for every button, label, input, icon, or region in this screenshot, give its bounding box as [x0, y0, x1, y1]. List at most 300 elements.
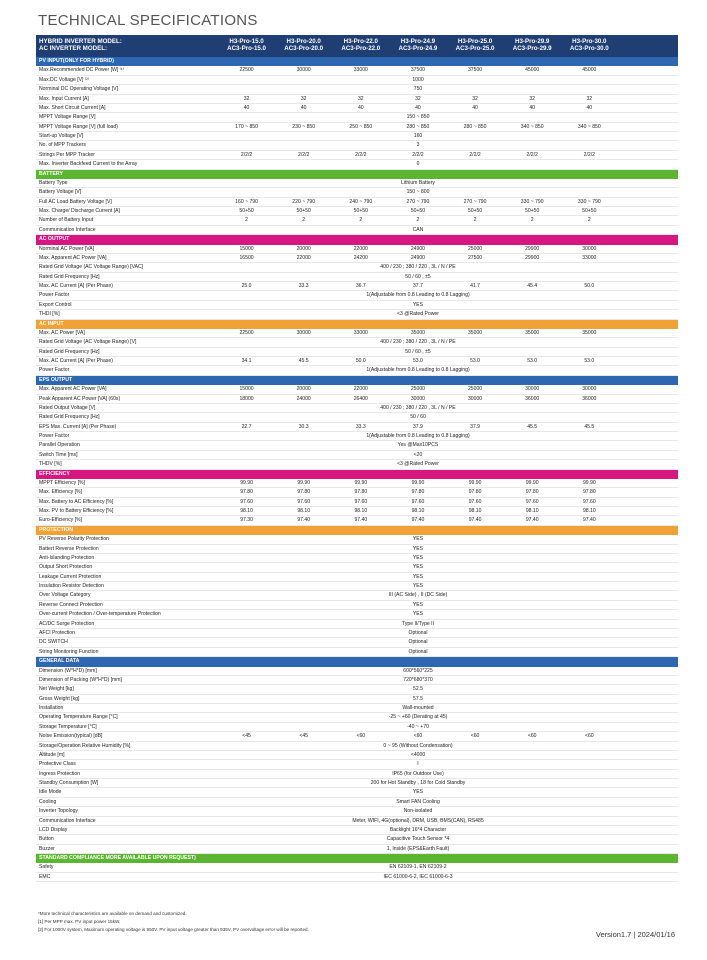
- spec-label: Max.DC Voltage [V] ⁽²⁾: [39, 76, 90, 83]
- spec-label: THDI [%]: [39, 311, 60, 318]
- spec-value: 2/2/2: [469, 151, 481, 158]
- spec-row: [36, 732, 678, 741]
- spec-label: No. of MPP Trackers: [39, 142, 86, 149]
- spec-value-shared: YES: [412, 611, 424, 618]
- spec-value: 24900: [410, 254, 426, 261]
- ac-model: AC3-Pro-30.0: [569, 45, 609, 53]
- spec-value-shared: Optional: [408, 639, 428, 646]
- spec-label: Installation: [39, 705, 64, 711]
- hybrid-model: H3-Pro-20.0: [286, 38, 321, 45]
- section-header: PV INPUT(ONLY FOR HYBRID): [36, 57, 678, 66]
- spec-value-shared: 1000: [412, 76, 424, 83]
- spec-value: 30.3: [298, 423, 309, 430]
- spec-label: Power Factor: [39, 292, 70, 299]
- spec-row: [36, 179, 678, 188]
- spec-value: 30000: [582, 245, 597, 252]
- spec-value-shared: 50 / 60 , ±5: [405, 273, 431, 280]
- spec-value: 98.10: [297, 508, 311, 515]
- spec-value: 97.60: [468, 498, 482, 505]
- table-header: [36, 35, 678, 57]
- spec-value: 22500: [239, 329, 254, 336]
- spec-label: Max. Apparent AC Power [VA]: [39, 254, 107, 261]
- spec-value: 53.0: [584, 358, 595, 365]
- spec-row: [36, 695, 678, 704]
- spec-row: [36, 404, 678, 413]
- header-label: [36, 35, 218, 57]
- spec-value: 45.4: [527, 283, 538, 290]
- spec-value: 25000: [467, 245, 483, 252]
- spec-label: THDV [%]: [39, 461, 62, 468]
- spec-value-shared: 400 / 230 ; 380 / 220 , 3L / N / PE: [380, 339, 456, 346]
- model-column: [447, 35, 504, 57]
- spec-value: 220 ~ 790: [292, 198, 316, 205]
- spec-value-shared: YES: [412, 601, 424, 608]
- section-header: EPS OUTPUT: [36, 376, 678, 385]
- spec-label: PV Reverse Polarity Protection: [39, 536, 109, 543]
- spec-value: 2/2/2: [412, 151, 424, 158]
- ac-model: AC3-Pro-22.0: [341, 45, 381, 53]
- model-column: [389, 35, 446, 57]
- spec-value-shared: Wall-mounted: [402, 705, 434, 711]
- spec-row: [36, 273, 678, 282]
- spec-value-shared: Non-isolated: [403, 808, 433, 815]
- spec-row: [36, 329, 678, 338]
- spec-row: [36, 770, 678, 779]
- spec-value-shared: YES: [412, 573, 424, 580]
- spec-value: 98.10: [354, 508, 368, 515]
- spec-value-shared: I: [417, 761, 419, 768]
- spec-value: 40: [243, 104, 250, 111]
- spec-value-shared: Optional: [408, 629, 428, 636]
- spec-value-shared: Backlight 16*4 Character: [389, 826, 447, 833]
- spec-value: 40: [529, 104, 536, 111]
- spec-value: 97.40: [525, 517, 539, 524]
- spec-value: 40: [586, 104, 593, 111]
- footnote: [1] Per MPP max. PV input power 15kW.: [38, 919, 121, 924]
- spec-row: [36, 188, 678, 197]
- spec-label: Insulation Resistor Detection: [39, 583, 104, 590]
- spec-value: 35000: [467, 329, 483, 336]
- spec-value-shared: YES: [412, 789, 424, 796]
- spec-value-shared: III (AC Side) , II (DC Side): [388, 592, 448, 599]
- model-column: [561, 35, 618, 57]
- spec-row: [36, 779, 678, 788]
- spec-value: 15000: [239, 386, 254, 393]
- spec-value: 230 ~ 850: [292, 123, 316, 130]
- spec-value: 97.60: [411, 498, 425, 505]
- spec-value: 2: [245, 217, 248, 224]
- spec-value: 98.10: [582, 508, 596, 515]
- spec-value: 30000: [410, 395, 426, 402]
- spec-label: Net Weight [kg]: [39, 686, 74, 693]
- spec-value: 160 ~ 790: [235, 198, 258, 205]
- spec-value-shared: EN 62109-1, EN 62109-2: [389, 864, 447, 871]
- spec-value-shared: Capacitive Touch Sensor *4: [386, 836, 450, 843]
- spec-row: [36, 713, 678, 722]
- spec-value-shared: <3 @Rated Power: [397, 461, 439, 468]
- spec-value: 2: [416, 217, 420, 224]
- spec-value-shared: 200 for Hot Standby , 18 for Cold Standby: [370, 780, 466, 786]
- spec-row: [36, 451, 678, 460]
- spec-row: [36, 479, 678, 488]
- spec-row: [36, 357, 678, 366]
- spec-row: [36, 751, 678, 760]
- spec-value: 36000: [525, 395, 540, 402]
- spec-row: [36, 648, 678, 657]
- spec-value: 40: [357, 104, 364, 111]
- spec-row: [36, 216, 678, 225]
- spec-label: Reverse Connect Protection: [39, 601, 103, 608]
- spec-value: 40: [472, 104, 478, 111]
- spec-label: Number of Battery Input: [39, 217, 94, 224]
- spec-value: 97.80: [354, 489, 368, 496]
- spec-value: 250 ~ 850: [349, 123, 373, 130]
- spec-value: 15000: [239, 245, 254, 252]
- spec-label: Switch Time [ms]: [39, 451, 78, 458]
- spec-value: 330 ~ 790: [520, 198, 544, 205]
- spec-row: [36, 845, 678, 854]
- spec-value: 30000: [525, 386, 540, 393]
- hybrid-model: H3-Pro-22.0: [343, 38, 378, 45]
- spec-label: Communication Interface: [39, 817, 96, 824]
- spec-value: 25000: [410, 386, 426, 393]
- spec-value: 50+50: [525, 208, 540, 215]
- spec-value: 2: [587, 217, 591, 224]
- section-header: EFFICIENCY: [36, 470, 678, 479]
- spec-label: Max. Inverter Backfeed Current to the Array: [39, 161, 138, 168]
- spec-label: LCD Display: [39, 826, 68, 833]
- spec-label: Cooling: [39, 798, 57, 805]
- spec-row: [36, 432, 678, 441]
- spec-value: 45000: [582, 67, 597, 74]
- spec-sections: [36, 57, 678, 882]
- spec-label: Battert Reverse Protection: [39, 545, 99, 552]
- spec-value: 41.7: [470, 283, 481, 290]
- spec-label: Leakage Current Protection: [39, 573, 102, 580]
- spec-value: 22000: [296, 254, 311, 261]
- spec-value: 280 ~ 850: [463, 123, 487, 130]
- spec-value: 97.60: [240, 498, 253, 505]
- spec-row: [36, 563, 678, 572]
- spec-value: 99.90: [297, 479, 311, 486]
- spec-row: [36, 798, 678, 807]
- hybrid-model: H3-Pro-30.0: [572, 38, 607, 45]
- spec-value-shared: 400 / 230 ; 380 / 220 , 3L / N / PE: [380, 404, 456, 411]
- spec-row: [36, 873, 678, 882]
- footnote: [2] For 1000V system, Maximum operating voltage is 950V. PV input voltage greater than 935V, PV overvoltage error will be reported.: [38, 927, 309, 932]
- spec-label: Altitude [m]: [39, 751, 65, 758]
- spec-label: Max. AC Current [A] (Per Phase): [39, 283, 113, 290]
- spec-row: [36, 301, 678, 310]
- spec-row: [36, 620, 678, 629]
- spec-value: 35000: [525, 329, 540, 336]
- spec-label: Max. AC Power [VA]: [39, 329, 85, 336]
- spec-value: 32: [472, 95, 478, 102]
- spec-value: 2: [359, 217, 363, 224]
- spec-value-shared: 50 / 60: [410, 414, 426, 421]
- section-header: BATTERY: [36, 170, 678, 179]
- spec-row: [36, 291, 678, 300]
- model-column: [218, 35, 275, 57]
- spec-value: 97.40: [297, 517, 311, 524]
- spec-value: 35000: [582, 329, 597, 336]
- spec-label: AFCI Protection: [39, 629, 75, 636]
- section-header: AC OUTPUT: [36, 235, 678, 244]
- spec-label: Dimension of Packing (W*H*D) [mm]: [39, 676, 122, 683]
- spec-value: 32: [586, 95, 593, 102]
- spec-value: 16500: [239, 254, 254, 261]
- spec-value: 24900: [410, 245, 426, 252]
- spec-value-shared: Lithium Battery: [401, 179, 435, 186]
- section-header: PROTECTION: [36, 526, 678, 535]
- spec-value-shared: 160: [413, 133, 423, 140]
- spec-row: [36, 413, 678, 422]
- spec-value-shared: <4000: [410, 751, 426, 758]
- spec-row: [36, 254, 678, 263]
- spec-row: [36, 198, 678, 207]
- spec-row: [36, 573, 678, 582]
- spec-row: [36, 132, 678, 141]
- spec-value-shared: CAN: [412, 226, 424, 233]
- spec-label: EPS Max. Current [A] (Per Phase): [39, 423, 117, 430]
- spec-value: 98.10: [468, 508, 482, 515]
- spec-value: 50.0: [355, 358, 366, 365]
- spec-label: Battery Type: [39, 179, 68, 186]
- spec-value-shared: IP65 (for Outdoor Use): [392, 770, 444, 777]
- spec-row: [36, 591, 678, 600]
- spec-value: 50+50: [467, 208, 483, 215]
- spec-row: [36, 535, 678, 544]
- spec-label: Export Control: [39, 301, 72, 308]
- spec-label: Norminal AC Power [VA]: [39, 245, 95, 252]
- spec-value: 25.0: [241, 283, 252, 290]
- spec-value-shared: <3 @Rated Power: [397, 311, 439, 318]
- spec-value-shared: 0 ~ 95 (Without Condensation): [383, 742, 453, 749]
- spec-value-shared: 150 ~ 800: [406, 189, 430, 196]
- spec-value: 36.7: [355, 283, 366, 290]
- model-column: [275, 35, 332, 57]
- section-header: GENERAL DATA: [36, 657, 678, 666]
- spec-value-shared: 0: [416, 161, 420, 168]
- spec-value: 37.9: [470, 423, 481, 430]
- spec-value: 97.80: [525, 489, 539, 496]
- spec-label: Anti-Islanding Protection: [39, 554, 95, 561]
- spec-label: Max. AC Current [A] (Per Phase): [39, 358, 113, 365]
- spec-label: Button: [39, 836, 54, 843]
- spec-label: Rated Grid Frequency [Hz]: [39, 348, 100, 355]
- header-label-hybrid: HYBRID INVERTER MODEL:: [39, 38, 122, 45]
- spec-label: Over-current Protection / Over-temperature Protection: [39, 611, 161, 618]
- spec-value: <60: [356, 733, 366, 740]
- spec-value-shared: 1(Adjustable from 0.8 Leading to 0.8 Lagging): [366, 292, 470, 299]
- spec-row: [36, 817, 678, 826]
- spec-label: Storage Temperature [°C]: [39, 723, 97, 730]
- spec-value-shared: -25 ~ +60 (Derating at 45): [388, 714, 448, 721]
- spec-row: [36, 151, 678, 160]
- spec-row: [36, 488, 678, 497]
- spec-value: 2: [302, 217, 306, 224]
- spec-value: 2: [530, 217, 534, 224]
- spec-value: 97.80: [297, 489, 311, 496]
- spec-row: [36, 760, 678, 769]
- spec-value: 270 ~ 790: [463, 198, 487, 205]
- spec-value-shared: IEC 61000-6-2, IEC 61000-6-3: [383, 873, 453, 880]
- spec-value: 40: [415, 104, 421, 111]
- spec-value-shared: 1(Adjustable from 0.8 Leading to 0.8 Lagging): [366, 433, 470, 440]
- ac-model: AC3-Pro-29.9: [512, 45, 552, 53]
- spec-value: 53.0: [527, 358, 538, 365]
- spec-value: 22000: [353, 245, 368, 252]
- hybrid-model: H3-Pro-24.9: [400, 38, 436, 45]
- spec-row: [36, 826, 678, 835]
- hybrid-model: H3-Pro-25.0: [457, 38, 493, 45]
- spec-label: Power Factor: [39, 433, 70, 440]
- spec-label: Protective Class: [39, 761, 76, 768]
- spec-label: Rated Grid Voltage (AC Voltage Range) [VAC]: [39, 264, 144, 271]
- spec-label: EMC: [39, 873, 51, 880]
- spec-label: Full AC Load Battery Voltage [V]: [39, 198, 112, 205]
- spec-label: Max. Short Circuit Current [A]: [39, 104, 106, 111]
- spec-row: [36, 601, 678, 610]
- spec-label: Rated Output Voltage [V]: [39, 404, 96, 411]
- spec-value: 37500: [467, 67, 483, 74]
- spec-row: [36, 507, 678, 516]
- spec-label: AC/DC Surge Protection: [39, 620, 95, 627]
- spec-label: Dimension (W*H*D) [mm]: [39, 667, 97, 674]
- spec-row: [36, 545, 678, 554]
- spec-value-shared: YES: [412, 536, 424, 543]
- spec-value: 22.7: [241, 423, 252, 430]
- spec-value: 240 ~ 790: [349, 198, 373, 205]
- spec-row: [36, 863, 678, 872]
- spec-value: 33.3: [355, 423, 366, 430]
- spec-row: [36, 723, 678, 732]
- spec-label: Output Short Protection: [39, 564, 93, 571]
- spec-label: String Monitoring Function: [39, 648, 99, 655]
- spec-label: Max. Charge/ Discharge Current [A]: [39, 208, 120, 215]
- spec-value-shared: Yes @Max10PCS: [397, 442, 439, 449]
- spec-row: [36, 348, 678, 357]
- spec-value: 170 ~ 850: [235, 123, 258, 130]
- spec-value: 30000: [296, 329, 311, 336]
- spec-label: Storage/Operation Relative Humidity [%]: [39, 742, 131, 749]
- spec-row: [36, 395, 678, 404]
- spec-value: 97.60: [354, 498, 368, 505]
- spec-value: 2/2/2: [526, 151, 538, 158]
- spec-label: Rated Grid Voltage (AC Voltage Range) [V]: [39, 339, 137, 346]
- spec-value-shared: 720*680*370: [403, 676, 433, 683]
- spec-label: Max. Apparent AC Power [VA]: [39, 386, 107, 393]
- spec-value: 97.30: [240, 517, 253, 524]
- spec-value-shared: Optional: [408, 648, 428, 655]
- spec-value: 97.80: [582, 489, 596, 496]
- spec-value: 2/2/2: [355, 151, 367, 158]
- spec-label: Battery Voltage [V]: [39, 189, 82, 196]
- spec-value-shared: 50 / 60 , ±5: [405, 348, 431, 355]
- spec-value: 97.40: [411, 517, 425, 524]
- spec-label: MPPT Voltage Range [V]: [39, 114, 96, 121]
- spec-value: 99.90: [240, 479, 253, 486]
- spec-label: Rated Grid Frequency [Hz]: [39, 414, 100, 421]
- spec-label: Gross Weight [kg]: [39, 695, 80, 702]
- spec-row: [36, 207, 678, 216]
- spec-value: 98.10: [525, 508, 539, 515]
- spec-value: 24200: [353, 254, 368, 261]
- spec-row: [36, 385, 678, 394]
- spec-value: 40: [300, 104, 307, 111]
- spec-label: Inverter Topology: [39, 808, 78, 815]
- spec-value: 29900: [525, 245, 540, 252]
- spec-value: 22000: [353, 386, 368, 393]
- spec-label: Strings Per MPP Tracker: [39, 151, 95, 158]
- spec-value: 99.90: [354, 479, 368, 486]
- spec-value: 53.0: [412, 358, 423, 365]
- spec-value: 2/2/2: [583, 151, 595, 158]
- spec-row: [36, 95, 678, 104]
- section-header: STANDARD COMPLIANCE MORE AVAILABLE UPON REQUEST): [36, 854, 678, 863]
- spec-value-shared: 150 ~ 850: [406, 114, 430, 121]
- spec-label: Idle Mode: [39, 789, 62, 796]
- spec-row: [36, 629, 678, 638]
- spec-value: 30000: [467, 395, 483, 402]
- spec-row: [36, 282, 678, 291]
- spec-label: Max. PV to Battery Efficiency [%]: [39, 508, 114, 515]
- model-column: [332, 35, 389, 57]
- spec-row: [36, 245, 678, 254]
- spec-value: 45.5: [298, 358, 309, 365]
- spec-label: Power Factor: [39, 367, 70, 374]
- spec-value: 50+50: [239, 208, 254, 215]
- spec-value: 32: [529, 95, 536, 102]
- spec-value: 18000: [239, 395, 254, 402]
- spec-value: 50.0: [584, 283, 595, 290]
- spec-value: 36000: [582, 395, 597, 402]
- spec-row: [36, 310, 678, 319]
- spec-value-shared: YES: [412, 554, 424, 561]
- section-header: AC INPUT: [36, 320, 678, 329]
- spec-value: 45.5: [584, 423, 595, 430]
- spec-row: [36, 113, 678, 122]
- spec-row: [36, 835, 678, 844]
- spec-value: 30000: [582, 386, 597, 393]
- spec-value: 26400: [353, 395, 368, 402]
- spec-value: 29900: [525, 254, 540, 261]
- spec-label: Peak Apparent AC Power [VA] (60s): [39, 395, 121, 402]
- spec-row: [36, 554, 678, 563]
- spec-value: <45: [299, 733, 308, 740]
- spec-value: <60: [584, 733, 594, 740]
- spec-value: 97.40: [468, 517, 482, 524]
- spec-value: 32: [243, 95, 250, 102]
- spec-value: 37500: [410, 67, 426, 74]
- spec-table: [36, 35, 678, 882]
- spec-value-shared: <20: [413, 451, 423, 458]
- spec-value: 99.90: [525, 479, 539, 486]
- spec-value-shared: YES: [412, 545, 424, 552]
- spec-value-shared: 57.5: [413, 695, 423, 702]
- spec-value: 2/2/2: [298, 151, 310, 158]
- spec-row: [36, 123, 678, 132]
- spec-row: [36, 516, 678, 525]
- spec-value: <60: [527, 733, 537, 740]
- spec-value: 32: [415, 95, 421, 102]
- spec-value-shared: 52.5: [413, 686, 423, 693]
- spec-value: <60: [470, 733, 480, 740]
- spec-value-shared: 1(Adjustable from 0.8 Leading to 0.8 Lagging): [366, 367, 470, 374]
- spec-value-shared: Meter, WIFI, 4G(optional), DRM, USB, BMS(CAN), RS485: [352, 817, 484, 824]
- spec-value: 37.9: [412, 423, 423, 430]
- spec-value: 53.0: [470, 358, 481, 365]
